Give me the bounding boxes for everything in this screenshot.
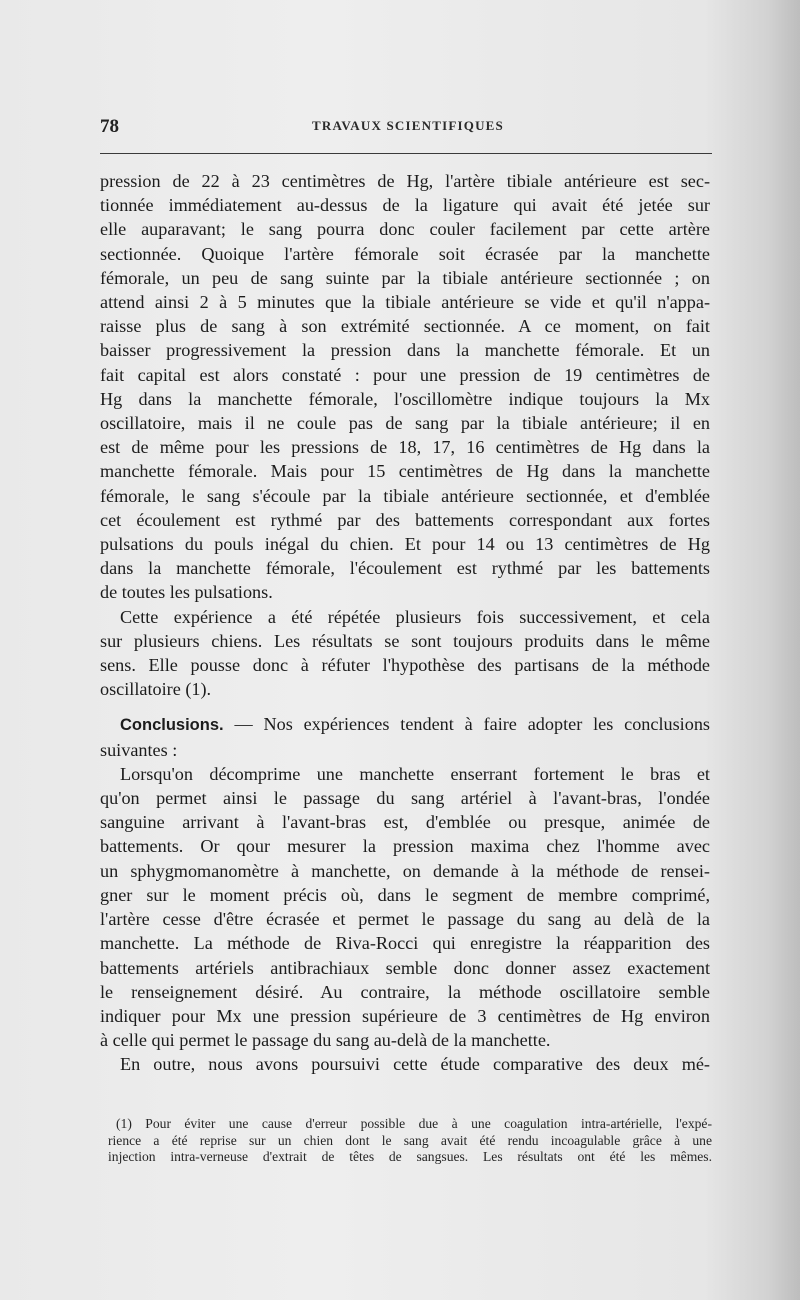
text-line: à celle qui permet le passage du sang au-delà de la manchette. (100, 1030, 551, 1051)
text-line: qu'on permet ainsi le passage du sang artériel à l'avant-bras, l'ondée (100, 788, 710, 809)
text-line: Lorsqu'on décomprime une manchette enserrant fortement le bras et (120, 763, 710, 784)
conclusions-line (100, 712, 710, 737)
running-title: TRAVAUX SCIENTIFIQUES (312, 118, 504, 133)
text-line: pulsations du pouls inégal du chien. Et pour 14 ou 13 centimètres de Hg (100, 534, 710, 555)
text-line: est de même pour les pressions de 18, 17, 16 centimètres de Hg dans la (100, 437, 710, 458)
text-line: indiquer pour Mx une pression supérieure de 3 centimètres de Hg environ (100, 1005, 710, 1026)
page-number: 78 (100, 116, 119, 137)
text-line: cet écoulement est rythmé par des battements correspondant aux fortes (100, 509, 710, 530)
text-line: sens. Elle pousse donc à réfuter l'hypothèse des partisans de la méthode (100, 655, 710, 676)
header-rule (100, 153, 712, 154)
body-text (100, 169, 710, 1077)
text-line: un sphygmomanomètre à manchette, on demande à la méthode de rensei- (100, 860, 710, 881)
footnote-line: (1) Pour éviter une cause d'erreur possible due à une coagulation intra-artérielle, l'expé- (116, 1116, 712, 1131)
text-line: fémorale, un peu de sang suinte par la tibiale antérieure sectionnée ; on (100, 267, 710, 288)
text-line: — Nos expériences tendent à faire adopter les conclusions (234, 714, 711, 735)
text-line: tionnée immédiatement au-dessus de la ligature qui avait été jetée sur (100, 195, 710, 216)
text-line: attend ainsi 2 à 5 minutes que la tibiale antérieure se vide et qu'il n'appa- (100, 292, 710, 313)
text-line: manchette fémorale. Mais pour 15 centimètres de Hg dans la manchette (100, 461, 710, 482)
text-line: raisse plus de sang à son extrémité sectionnée. A ce moment, on fait (100, 316, 710, 337)
text-line: l'artère cesse d'être écrasée et permet le passage du sang au delà de la (100, 909, 710, 930)
page-header (100, 112, 712, 140)
footnote (108, 1116, 712, 1166)
footnote-line: rience a été reprise sur un chien dont le sang avait été rendu incoagulable grâce à une (108, 1132, 712, 1148)
text-line: sectionnée. Quoique l'artère fémorale soit écrasée par la manchette (100, 243, 710, 264)
text-line: manchette. La méthode de Riva-Rocci qui enregistre la réapparition des (100, 933, 710, 954)
conclusions-heading: Conclusions. (120, 716, 224, 735)
footnote-line: injection intra-verneuse d'extrait de têtes de sangsues. Les résultats ont été les mêmes. (108, 1149, 712, 1164)
text-line: fémorale, le sang s'écoule par la tibiale antérieure sectionnée, et d'emblée (100, 485, 710, 506)
text-line: fait capital est alors constaté : pour une pression de 19 centimètres de (100, 364, 710, 385)
text-line: baisser progressivement la pression dans la manchette fémorale. Et un (100, 340, 710, 361)
text-line: gner sur le moment précis où, dans le segment de membre comprimé, (100, 884, 710, 905)
text-line: Cette expérience a été répétée plusieurs fois successivement, et cela (120, 606, 710, 627)
text-line: pression de 22 à 23 centimètres de Hg, l'artère tibiale antérieure est sec- (100, 171, 710, 191)
text-line: Hg dans la manchette fémorale, l'oscillomètre indique toujours la Mx (100, 388, 710, 409)
text-line: elle auparavant; le sang pourra donc couler facilement par cette artère (100, 219, 710, 240)
text-line: suivantes : (100, 739, 178, 760)
text-line: de toutes les pulsations. (100, 582, 273, 603)
text-line: battements. Or qour mesurer la pression maxima chez l'homme avec (100, 836, 710, 857)
text-line: En outre, nous avons poursuivi cette étude comparative des deux mé- (120, 1054, 710, 1075)
paragraph-gap (100, 701, 710, 712)
text-line: sur plusieurs chiens. Les résultats se sont toujours produits dans le même (100, 630, 710, 651)
text-line: dans la manchette fémorale, l'écoulement est rythmé par les battements (100, 558, 710, 579)
text-line: oscillatoire (1). (100, 679, 212, 700)
text-line: le renseignement désiré. Au contraire, la méthode oscillatoire semble (100, 981, 710, 1002)
text-line: oscillatoire, mais il ne coule pas de sang par la tibiale antérieure; il en (100, 413, 710, 434)
text-line: battements artériels antibrachiaux semble donc donner assez exactement (100, 957, 710, 978)
text-line: sanguine arrivant à l'avant-bras est, d'emblée ou presque, animée de (100, 812, 710, 833)
